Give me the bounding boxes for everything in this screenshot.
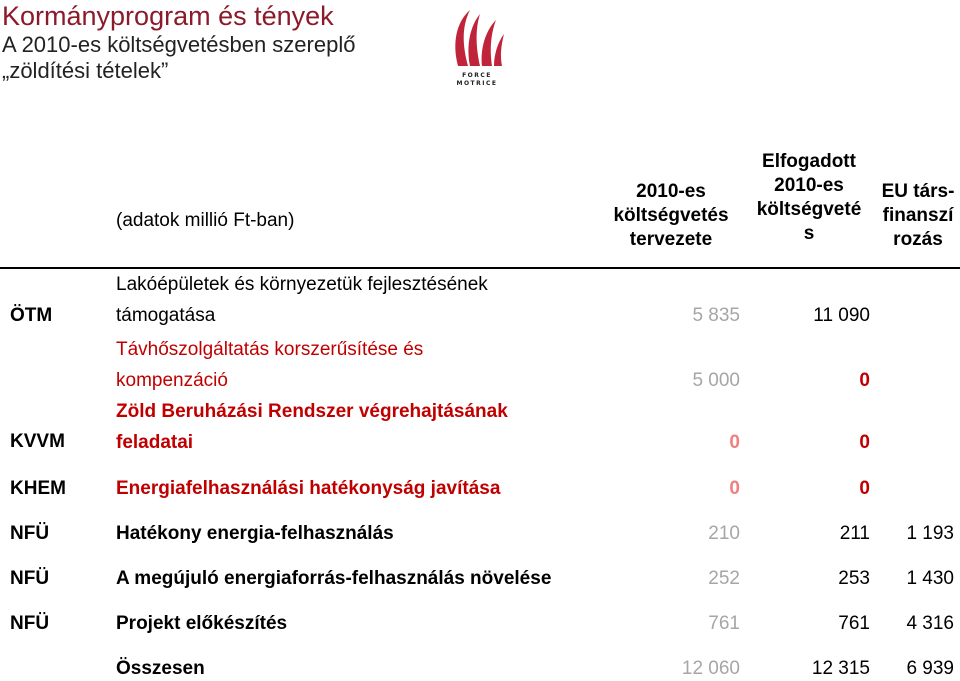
title-block [2, 0, 355, 84]
value-planned: 0 [729, 432, 740, 453]
value-eu: 1 430 [906, 568, 954, 589]
col-header-adopted [746, 150, 872, 246]
row-label: Hatékony energia-felhasználás [116, 523, 394, 544]
logo-text [452, 72, 502, 88]
value-planned: 252 [708, 568, 740, 589]
col-header-planned [603, 180, 739, 252]
col-header-planned-line: tervezete [629, 229, 713, 250]
row-label-line: Távhőszolgáltatás korszerűsítése és [116, 339, 424, 360]
value-adopted: 253 [838, 568, 870, 589]
agency-label: ÖTM [10, 305, 53, 326]
value-planned: 761 [708, 613, 740, 634]
value-adopted: 11 090 [813, 305, 870, 326]
total-adopted: 12 315 [811, 658, 870, 679]
row-label-line: támogatása [116, 305, 216, 326]
col-header-adopted-line: Elfogadott [762, 151, 856, 172]
value-planned: 5 835 [692, 305, 740, 326]
row-label: Projekt előkészítés [116, 613, 288, 634]
page-subtitle-2: „zöldítési tételek” [2, 58, 169, 83]
row-label [116, 273, 488, 328]
value-eu: 4 316 [906, 613, 954, 634]
total-eu: 6 939 [906, 658, 954, 679]
total-planned: 12 060 [681, 658, 740, 679]
agency-label: NFÜ [10, 568, 50, 589]
col-header-adopted-line: költségveté [756, 199, 862, 220]
page-title: Kormányprogram és tények [2, 1, 334, 31]
value-adopted: 211 [839, 523, 870, 544]
row-label [116, 338, 423, 393]
agency-label: KHEM [10, 478, 66, 499]
logo-text-bottom: MOTRICE [456, 80, 498, 87]
col-header-planned-line: költségvetés [613, 205, 729, 226]
row-label-line: Lakóépületek és környezetük fejlesztésének [116, 274, 488, 295]
col-header-adopted-line: s [803, 223, 815, 244]
row-label-line: Zöld Beruházási Rendszer végrehajtásának [116, 401, 508, 422]
value-eu: 1 193 [906, 523, 954, 544]
total-label: Összesen [116, 658, 205, 679]
row-label: A megújuló energiaforrás-felhasználás növelése [116, 568, 552, 589]
value-adopted: 761 [838, 613, 870, 634]
col-header-eu-line: EU társ- [881, 181, 955, 202]
row-label-line: Energiafelhasználási hatékonyság javítása [116, 478, 501, 499]
logo-text-top: FORCE [462, 72, 492, 79]
col-header-planned-line: 2010-es [636, 181, 706, 202]
col-header-eu [876, 180, 960, 252]
page-subtitle-1: A 2010-es költségvetésben szereplő [2, 32, 356, 57]
value-planned: 210 [708, 523, 740, 544]
header-divider [0, 267, 960, 269]
agency-label: NFÜ [10, 523, 50, 544]
col-header-adopted-line: 2010-es [774, 175, 844, 196]
agency-label: KVVM [10, 431, 65, 452]
col-header-eu-line: finanszí [882, 205, 954, 226]
value-planned: 0 [729, 478, 740, 499]
unit-label: (adatok millió Ft-ban) [116, 210, 295, 231]
col-header-eu-line: rozás [893, 229, 943, 250]
value-adopted: 0 [859, 370, 870, 391]
value-planned: 5 000 [692, 370, 740, 391]
row-label-line: feladatai [116, 432, 194, 453]
row-label [116, 400, 508, 455]
value-adopted: 0 [859, 432, 870, 453]
row-label [116, 477, 500, 501]
value-adopted: 0 [859, 478, 870, 499]
row-label-line: kompenzáció [116, 370, 228, 391]
agency-label: NFÜ [10, 613, 50, 634]
